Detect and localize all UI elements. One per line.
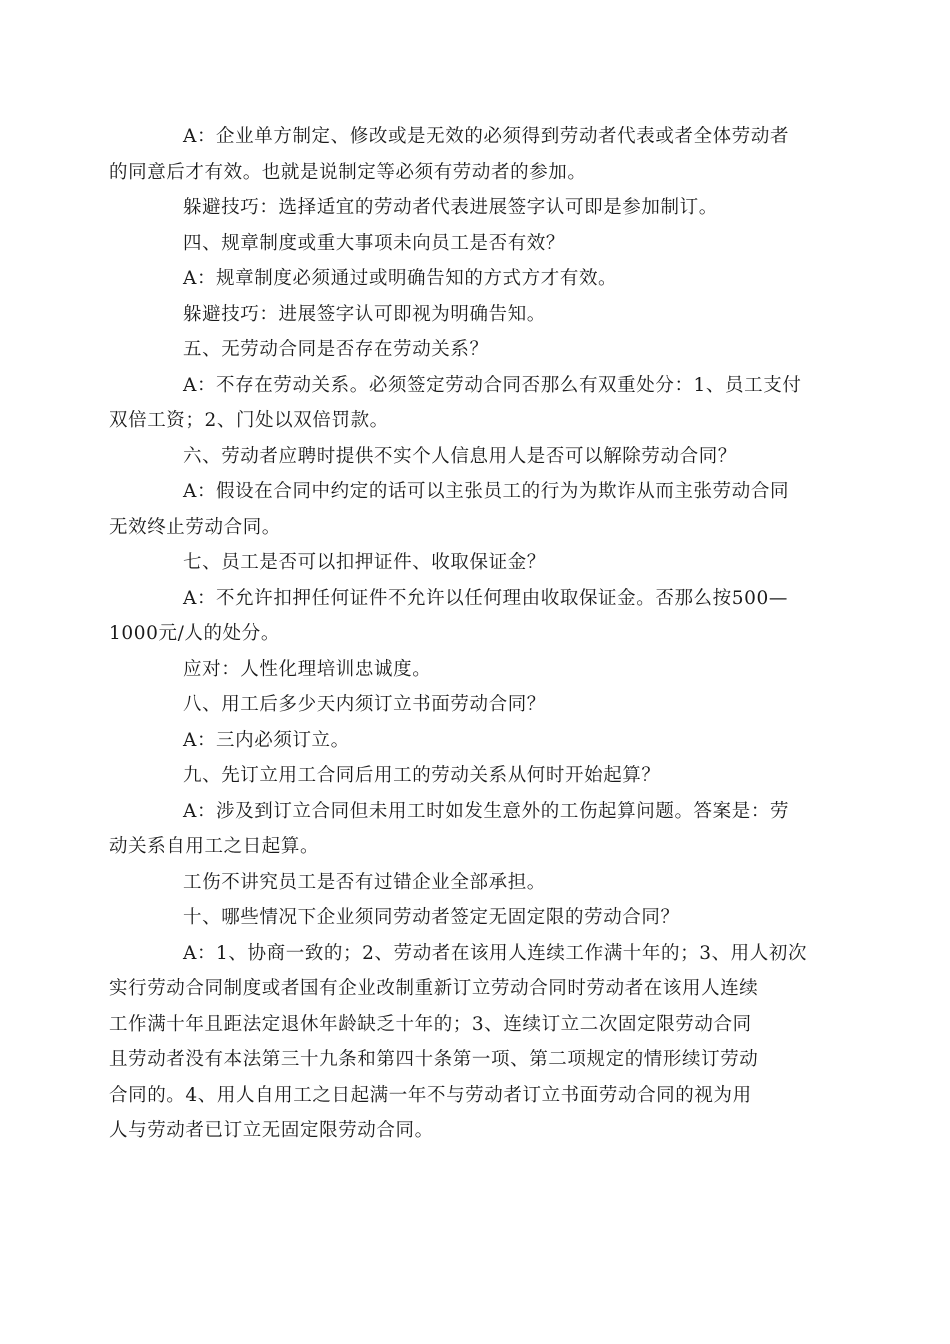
text-line: 合同的。4、用人自用工之日起满一年不与劳动者订立书面劳动合同的视为用 [109, 1084, 752, 1106]
text-line: 十、哪些情况下企业须同劳动者签定无固定限的劳动合同？ [183, 907, 680, 928]
document-page [109, 119, 808, 1149]
text-line: 六、劳动者应聘时提供不实个人信息用人是否可以解除劳动合同？ [183, 445, 737, 467]
text-line: A：不存在劳动关系。必须签定劳动合同否那么有双重处分：1、员工支付 [183, 374, 802, 396]
text-line: 人与劳动者已订立无固定限劳动合同。 [109, 1120, 434, 1141]
paragraph [109, 794, 806, 865]
text-line: 工伤不讲究员工是否有过错企业全部承担。 [183, 871, 546, 893]
paragraph [109, 936, 808, 1149]
text-line: 躲避技巧：选择适宜的劳动者代表进展签字认可即是参加制订。 [183, 197, 718, 218]
text-line: A：企业单方制定、修改或是无效的必须得到劳动者代表或者全体劳动者 [183, 126, 790, 147]
paragraph [146, 652, 806, 688]
paragraph [109, 581, 806, 652]
text-line: 双倍工资；2、门处以双倍罚款。 [109, 410, 389, 431]
text-line: A：1、协商一致的；2、劳动者在该用人连续工作满十年的；3、用人初次 [183, 942, 808, 964]
text-line: 应对：人性化理培训忠诚度。 [183, 658, 432, 680]
paragraph [146, 297, 806, 333]
paragraph [146, 190, 806, 226]
text-line: 九、先订立用工合同后用工的劳动关系从何时开始起算？ [183, 765, 661, 786]
paragraph [146, 545, 806, 581]
paragraph [109, 368, 806, 439]
text-line: 八、用工后多少天内须订立书面劳动合同？ [183, 694, 546, 715]
text-line: 实行劳动合同制度或者国有企业改制重新订立劳动合同时劳动者在该用人连续 [109, 978, 759, 999]
text-line: A：假设在合同中约定的话可以主张员工的行为为欺诈从而主张劳动合同 [183, 481, 790, 502]
text-line: 工作满十年且距法定退休年龄缺乏十年的；3、连续订立二次固定限劳动合同 [109, 1013, 752, 1035]
paragraph [146, 439, 806, 475]
text-line: 躲避技巧：进展签字认可即视为明确告知。 [183, 303, 546, 325]
paragraph [146, 226, 806, 262]
paragraph [146, 261, 806, 297]
paragraph [146, 332, 806, 368]
paragraph [146, 723, 806, 759]
text-line: 动关系自用工之日起算。 [109, 836, 320, 857]
paragraph [146, 900, 806, 936]
text-line: A：规章制度必须通过或明确告知的方式方才有效。 [183, 268, 618, 289]
text-line: 的同意后才有效。也就是说制定等必须有劳动者的参加。 [109, 161, 587, 183]
text-line: A：涉及到订立合同但未用工时如发生意外的工伤起算问题。答案是：劳 [183, 800, 790, 822]
paragraph [146, 687, 806, 723]
paragraph [146, 865, 806, 901]
paragraph [109, 474, 806, 545]
paragraph [109, 119, 806, 190]
paragraph [146, 758, 806, 794]
text-line: 七、员工是否可以扣押证件、收取保证金？ [183, 552, 546, 573]
text-line: 四、规章制度或重大事项未向员工是否有效？ [183, 232, 566, 254]
text-line: 1000元/人的处分。 [109, 623, 280, 644]
text-line: 且劳动者没有本法第三十九条和第四十条第一项、第二项规定的情形续订劳动 [109, 1049, 759, 1070]
text-line: A：不允许扣押任何证件不允许以任何理由收取保证金。否那么按500— [183, 587, 788, 609]
text-line: 五、无劳动合同是否存在劳动关系？ [183, 339, 489, 360]
text-line: A：三内必须订立。 [183, 729, 350, 751]
text-line: 无效终止劳动合同。 [109, 516, 281, 538]
